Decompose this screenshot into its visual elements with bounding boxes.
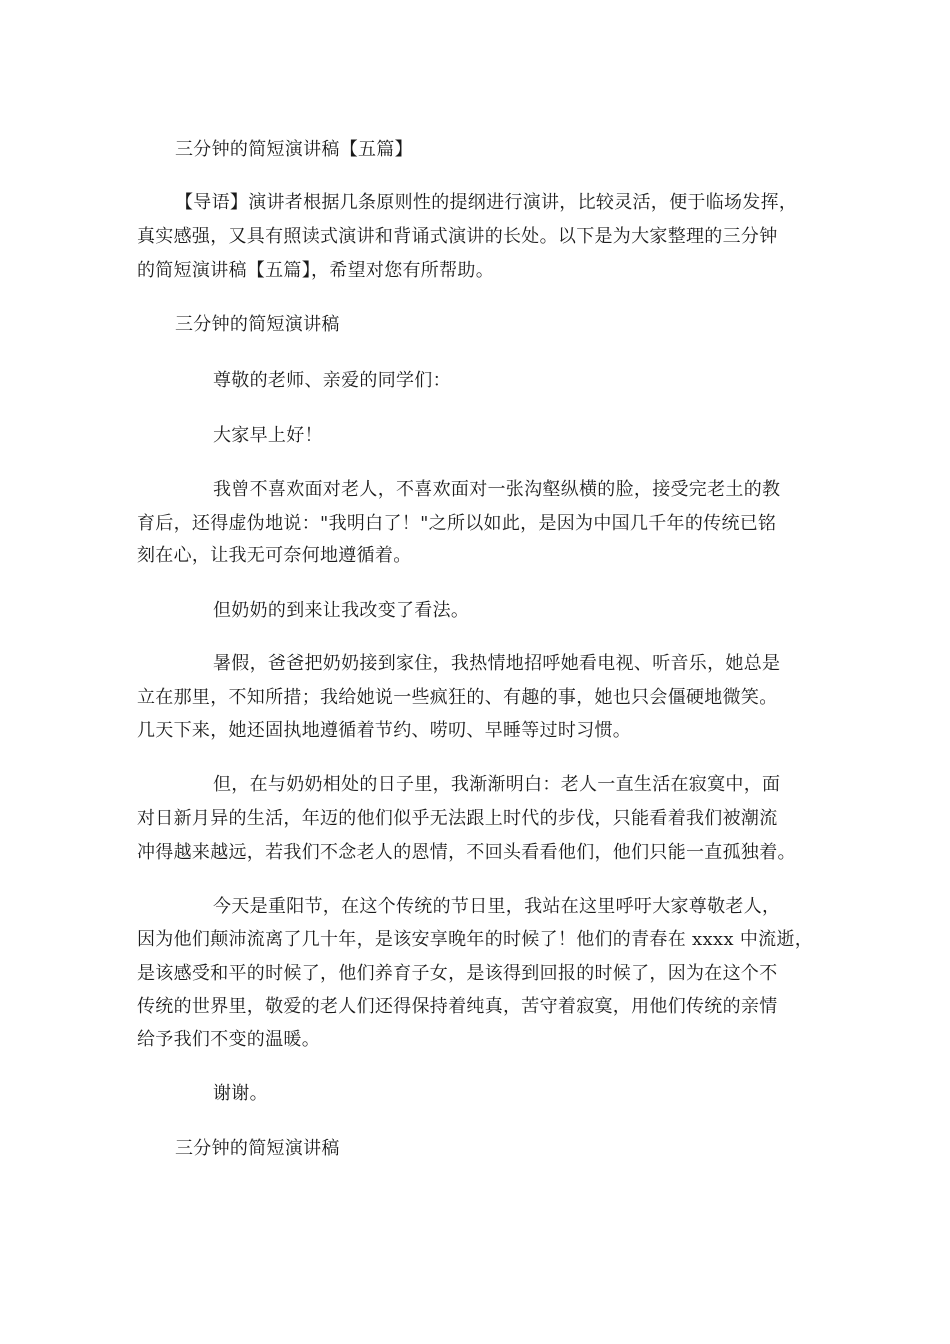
closing: 谢谢。 [213,1083,268,1104]
document-title: 三分钟的简短演讲稿【五篇】 [175,139,413,160]
section-heading-2: 三分钟的简短演讲稿 [175,1138,340,1159]
paragraph-5-line-5: 给予我们不变的温暖。 [137,1029,320,1050]
section-heading: 三分钟的简短演讲稿 [175,314,340,335]
paragraph-5-line-2: 因为他们颠沛流离了几十年，是该安享晚年的时候了！他们的青春在 xxxx 中流逝， [137,929,814,950]
salutation: 尊敬的老师、亲爱的同学们： [213,370,451,391]
paragraph-1-line-3: 刻在心，让我无可奈何地遵循着。 [137,545,412,566]
intro-line-2: 真实感强，又具有照读式演讲和背诵式演讲的长处。以下是为大家整理的三分钟 [137,226,778,247]
intro-line-3: 的简短演讲稿【五篇】，希望对您有所帮助。 [137,260,494,281]
paragraph-5-line-3: 是该感受和平的时候了，他们养育子女，是该得到回报的时候了，因为在这个不 [137,963,778,984]
greeting: 大家早上好！ [213,425,323,446]
paragraph-4-line-3: 冲得越来越远，若我们不念老人的恩情，不回头看看他们，他们只能一直孤独着。 [137,842,796,863]
paragraph-3-line-1: 暑假，爸爸把奶奶接到家住，我热情地招呼她看电视、听音乐，她总是 [213,653,781,674]
paragraph-4-line-2: 对日新月异的生活，年迈的他们似乎无法跟上时代的步伐，只能看着我们被潮流 [137,808,778,829]
paragraph-4-line-1: 但，在与奶奶相处的日子里，我渐渐明白：老人一直生活在寂寞中，面 [213,774,781,795]
paragraph-2: 但奶奶的到来让我改变了看法。 [213,600,470,621]
paragraph-3-line-3: 几天下来，她还固执地遵循着节约、唠叨、早睡等过时习惯。 [137,720,632,741]
intro-line-1: 【导语】演讲者根据几条原则性的提纲进行演讲，比较灵活，便于临场发挥， [175,192,798,213]
paragraph-3-line-2: 立在那里，不知所措；我给她说一些疯狂的、有趣的事，她也只会僵硬地微笑。 [137,687,778,708]
paragraph-1-line-2: 育后，还得虚伪地说："我明白了！"之所以如此，是因为中国几千年的传统已铭 [137,513,777,534]
paragraph-1-line-1: 我曾不喜欢面对老人，不喜欢面对一张沟壑纵横的脸，接受完老土的教 [213,479,781,500]
paragraph-5-line-4: 传统的世界里，敬爱的老人们还得保持着纯真，苦守着寂寞，用他们传统的亲情 [137,996,778,1017]
paragraph-5-line-1: 今天是重阳节，在这个传统的节日里，我站在这里呼吁大家尊敬老人， [213,896,781,917]
